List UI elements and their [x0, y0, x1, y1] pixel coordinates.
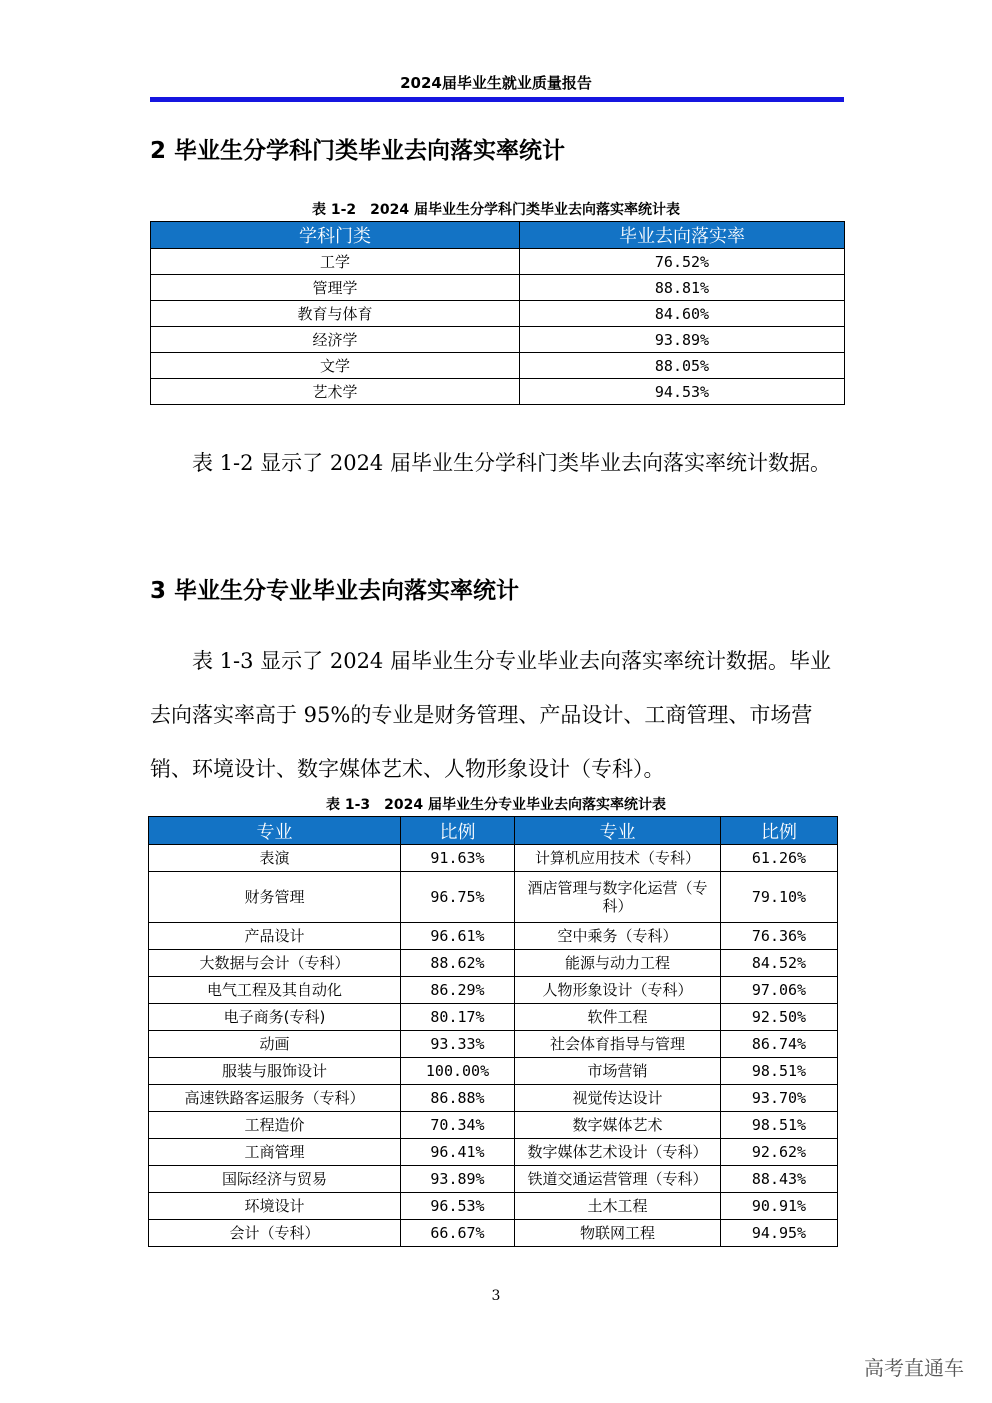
name-cell: 软件工程	[515, 1004, 721, 1031]
table-row	[151, 353, 845, 379]
rate-cell: 76.52%	[520, 249, 845, 275]
rate-cell: 98.51%	[721, 1058, 838, 1085]
rate-cell: 88.43%	[721, 1166, 838, 1193]
table-header-row	[149, 817, 838, 845]
table-1-3	[148, 816, 838, 1247]
rate-cell: 90.91%	[721, 1193, 838, 1220]
name-cell: 电子商务(专科)	[149, 1004, 401, 1031]
page-number: 3	[491, 1288, 501, 1304]
column-header: 毕业去向落实率	[520, 222, 845, 249]
table-row	[149, 1166, 838, 1193]
rate-cell: 92.50%	[721, 1004, 838, 1031]
table-row	[149, 872, 838, 923]
name-cell: 管理学	[151, 275, 520, 301]
name-cell: 数字媒体艺术	[515, 1112, 721, 1139]
column-header: 学科门类	[151, 222, 520, 249]
table-row	[151, 275, 845, 301]
table-row	[149, 1058, 838, 1085]
rate-cell: 86.74%	[721, 1031, 838, 1058]
rate-cell: 88.62%	[401, 950, 515, 977]
rate-cell: 96.61%	[401, 923, 515, 950]
rate-cell: 96.41%	[401, 1139, 515, 1166]
rate-cell: 92.62%	[721, 1139, 838, 1166]
rate-cell: 93.89%	[520, 327, 845, 353]
rate-cell: 61.26%	[721, 845, 838, 872]
name-cell: 动画	[149, 1031, 401, 1058]
name-cell: 国际经济与贸易	[149, 1166, 401, 1193]
table-1-2	[150, 221, 845, 405]
header-rule	[150, 97, 844, 102]
column-header: 比例	[401, 817, 515, 845]
section-2-heading: 2 毕业生分学科门类毕业去向落实率统计	[150, 138, 566, 164]
rate-cell: 94.95%	[721, 1220, 838, 1247]
name-cell: 教育与体育	[151, 301, 520, 327]
table-row	[149, 923, 838, 950]
table-row	[151, 379, 845, 405]
rate-cell: 88.05%	[520, 353, 845, 379]
name-cell: 艺术学	[151, 379, 520, 405]
table-row	[149, 845, 838, 872]
section-3-heading: 3 毕业生分专业毕业去向落实率统计	[150, 578, 520, 604]
rate-cell: 98.51%	[721, 1112, 838, 1139]
name-cell: 环境设计	[149, 1193, 401, 1220]
table-row	[149, 1085, 838, 1112]
name-cell: 工商管理	[149, 1139, 401, 1166]
name-cell: 视觉传达设计	[515, 1085, 721, 1112]
table-row	[149, 1004, 838, 1031]
table-row	[151, 327, 845, 353]
rate-cell: 100.00%	[401, 1058, 515, 1085]
name-cell: 土木工程	[515, 1193, 721, 1220]
table-1-2-caption: 表 1-2 2024 届毕业生分学科门类毕业去向落实率统计表	[311, 202, 680, 218]
table-row	[149, 1220, 838, 1247]
name-cell: 铁道交通运营管理（专科）	[515, 1166, 721, 1193]
rate-cell: 84.60%	[520, 301, 845, 327]
table-row	[149, 977, 838, 1004]
name-cell: 物联网工程	[515, 1220, 721, 1247]
name-cell: 数字媒体艺术设计（专科）	[515, 1139, 721, 1166]
rate-cell: 80.17%	[401, 1004, 515, 1031]
name-cell: 能源与动力工程	[515, 950, 721, 977]
name-cell: 财务管理	[149, 872, 401, 923]
name-cell: 人物形象设计（专科）	[515, 977, 721, 1004]
rate-cell: 93.33%	[401, 1031, 515, 1058]
name-cell: 大数据与会计（专科）	[149, 950, 401, 977]
name-cell: 电气工程及其自动化	[149, 977, 401, 1004]
rate-cell: 93.89%	[401, 1166, 515, 1193]
name-cell: 工学	[151, 249, 520, 275]
rate-cell: 96.53%	[401, 1193, 515, 1220]
rate-cell: 79.10%	[721, 872, 838, 923]
name-cell: 经济学	[151, 327, 520, 353]
name-cell: 产品设计	[149, 923, 401, 950]
table-row	[151, 301, 845, 327]
rate-cell: 66.67%	[401, 1220, 515, 1247]
section-2-paragraph: 表 1-2 显示了 2024 届毕业生分学科门类毕业去向落实率统计数据。	[192, 451, 831, 475]
table-row	[149, 1031, 838, 1058]
name-cell: 空中乘务（专科）	[515, 923, 721, 950]
rate-cell: 94.53%	[520, 379, 845, 405]
name-cell: 服装与服饰设计	[149, 1058, 401, 1085]
column-header: 比例	[721, 817, 838, 845]
name-cell: 文学	[151, 353, 520, 379]
name-cell: 高速铁路客运服务（专科）	[149, 1085, 401, 1112]
name-cell: 会计（专科）	[149, 1220, 401, 1247]
rate-cell: 86.29%	[401, 977, 515, 1004]
name-cell: 工程造价	[149, 1112, 401, 1139]
page-header-title: 2024届毕业生就业质量报告	[400, 74, 592, 92]
section-3-paragraph: 表 1-3 显示了 2024 届毕业生分专业毕业去向落实率统计数据。毕业去向落实率高于 95%的专业是财务管理、产品设计、工商管理、市场营销、环境设计、数字媒体艺术、人物形象设计（专科）。	[150, 649, 831, 781]
rate-cell: 70.34%	[401, 1112, 515, 1139]
name-cell: 表演	[149, 845, 401, 872]
table-row	[149, 1112, 838, 1139]
name-cell: 酒店管理与数字化运营（专科）	[515, 872, 721, 923]
table-header-row	[151, 222, 845, 249]
rate-cell: 84.52%	[721, 950, 838, 977]
watermark: 高考直通车	[864, 1356, 964, 1380]
column-header: 专业	[149, 817, 401, 845]
table-row	[149, 950, 838, 977]
rate-cell: 88.81%	[520, 275, 845, 301]
column-header: 专业	[515, 817, 721, 845]
name-cell: 社会体育指导与管理	[515, 1031, 721, 1058]
table-row	[149, 1193, 838, 1220]
name-cell: 市场营销	[515, 1058, 721, 1085]
table-row	[151, 249, 845, 275]
table-1-3-caption: 表 1-3 2024 届毕业生分专业毕业去向落实率统计表	[325, 797, 666, 813]
table-row	[149, 1139, 838, 1166]
rate-cell: 86.88%	[401, 1085, 515, 1112]
rate-cell: 96.75%	[401, 872, 515, 923]
rate-cell: 76.36%	[721, 923, 838, 950]
rate-cell: 91.63%	[401, 845, 515, 872]
rate-cell: 97.06%	[721, 977, 838, 1004]
name-cell: 计算机应用技术（专科）	[515, 845, 721, 872]
rate-cell: 93.70%	[721, 1085, 838, 1112]
